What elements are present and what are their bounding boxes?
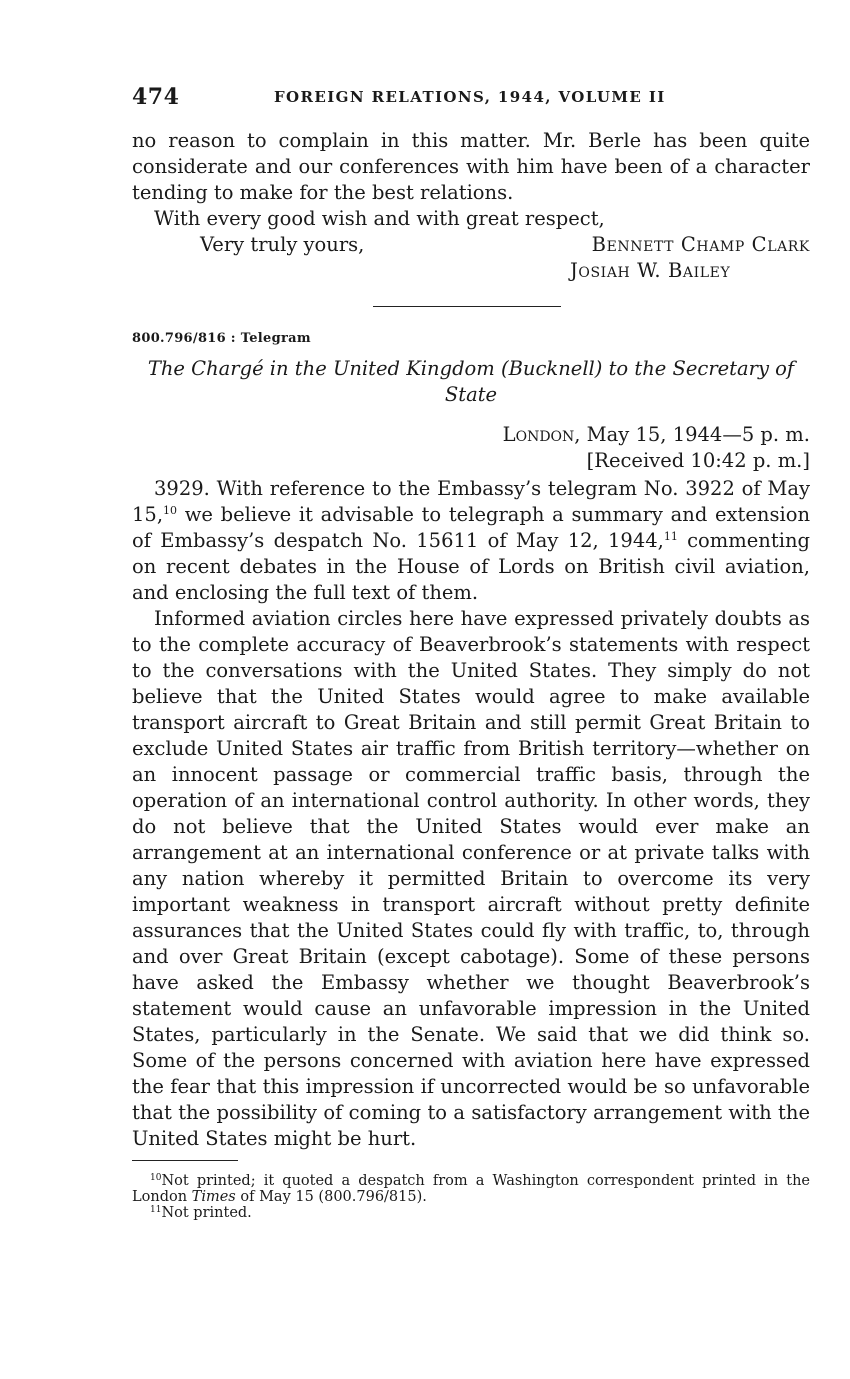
file-reference: 800.796/816 : Telegram: [132, 331, 311, 346]
footnote-ref-10: 10: [163, 504, 178, 517]
signatory-clark: Bennett Champ Clark: [591, 233, 810, 256]
paragraph-1-part-c: commenting on recent debates in the House of Lords on British civil aviation, and enclosing the full text of them.: [132, 529, 810, 604]
footnote-divider: [132, 1160, 238, 1161]
footnote-11-text: Not printed.: [161, 1205, 252, 1221]
dateline-place: London,: [502, 423, 581, 446]
dateline: [132, 422, 810, 448]
closing-wish: With every good wish and with great respect,: [154, 207, 605, 230]
footnote-10-text-b: of May 15 (800.796/815).: [235, 1189, 427, 1205]
footnotes: [132, 1173, 810, 1221]
section-divider: [373, 306, 561, 307]
footnote-10-text-a: Not printed; it quoted a despatch from a Washington correspondent printed in the London: [132, 1173, 810, 1205]
page-number: 474: [132, 84, 180, 110]
document-page: [132, 80, 810, 1221]
complimentary-closing: Very truly yours,: [200, 233, 365, 256]
letter-continuation: no reason to complain in this matter. Mr. Berle has been quite considerate and our conferences with him have been of a character tending to make for the best relations.: [132, 129, 810, 204]
received-time: [Received 10:42 p. m.]: [586, 449, 810, 472]
document-title: The Chargé in the United Kingdom (Bucknell) to the Secretary of State: [147, 357, 795, 406]
running-title: FOREIGN RELATIONS, 1944, VOLUME II: [274, 88, 666, 106]
dateline-date: May 15, 1944—5 p. m.: [586, 423, 810, 446]
footnote-10-number: 10: [150, 1173, 162, 1183]
footnote-11: [150, 1205, 810, 1221]
signature-block: [132, 232, 810, 284]
footnote-10-italic: Times: [191, 1189, 236, 1205]
running-head: [132, 80, 810, 114]
paragraph-1-part-b: we believe it advisable to telegraph a summary and extension of Embassy’s despatch No. 15611 of May 12, 1944,: [132, 503, 810, 552]
body-paragraph-2: Informed aviation circles here have expressed privately doubts as to the complete accuracy of Beaverbrook’s statements with respect to the conversations with the United States. They simply do not believe that the United States would agree to make available transport aircraft to Great Britain and still permit Great Britain to exclude United States air traffic from British territory—whether on an innocent passage or commercial traffic basis, through the operation of an international control authority. In other words, they do not believe that the United States would ever make an arrangement at an international conference or at private talks with any nation whereby it permitted Britain to overcome its very important weakness in transport aircraft without pretty definite assurances that the United States could fly with traffic, to, through and over Great Britain (except cabotage). Some of these persons have asked the Embassy whether we thought Beaverbrook’s statement would cause an unfavorable impression in the United States, particularly in the Senate. We said that we did think so. Some of the persons concerned with aviation here have expressed the fear that this impression if uncorrected would be so unfavorable that the possibility of coming to a satisfactory arrangement with the United States might be hurt.: [132, 607, 810, 1150]
paragraph-1-part-a: 3929. With reference to the Embassy’s telegram No. 3922 of May 15,: [132, 477, 810, 526]
body-paragraph-1: [132, 476, 810, 606]
footnote-10: [132, 1173, 810, 1205]
footnote-ref-11: 11: [663, 530, 678, 543]
signatory-bailey: Josiah W. Bailey: [570, 259, 731, 282]
footnote-11-number: 11: [150, 1205, 162, 1215]
